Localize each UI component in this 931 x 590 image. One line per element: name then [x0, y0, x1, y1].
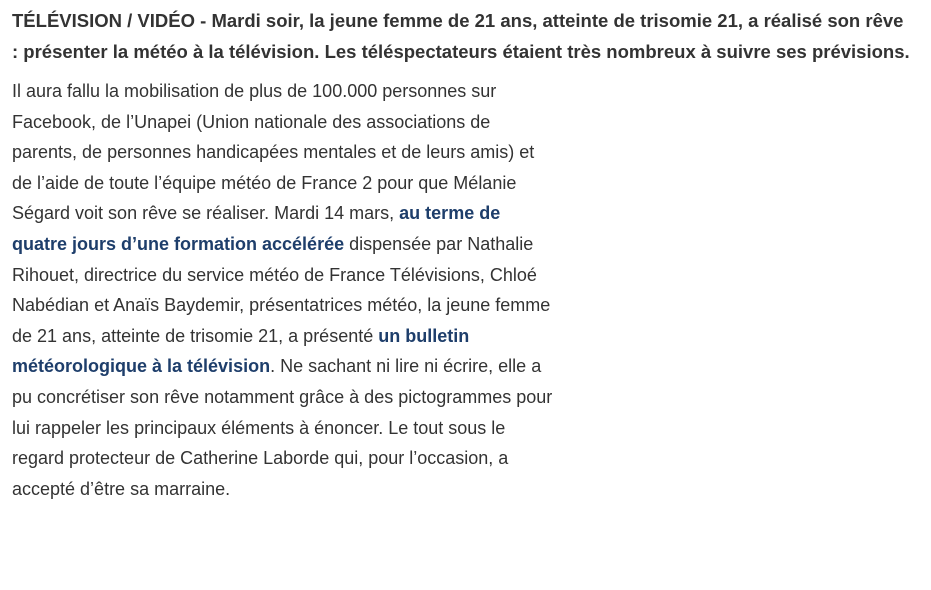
article-body [12, 6, 917, 504]
lead-separator: - [194, 10, 212, 31]
weather-bulletin-link[interactable]: un bulletin météorologique à la télévision [12, 325, 470, 377]
lead-text: Mardi soir, la jeune femme de 21 ans, atteinte de trisomie 21, a réalisé son rêve : présenter la météo à la télévision. Les téléspectateurs étaient très nombreux à suivre ses prévisions. [12, 10, 910, 62]
paragraph-text-part2: dispensée par Nathalie Rihouet, directrice du service météo de France Télévisions, Chloé Nabédian et Anaïs Baydemir, présentatrices météo, la jeune femme de 21 ans, atteinte de trisomie 21, a présenté [12, 233, 551, 346]
formation-link[interactable]: au terme de quatre jours d’une formation accélérée [12, 203, 501, 254]
article-paragraph [12, 76, 557, 504]
paragraph-text-part3: . Ne sachant ni lire ni écrire, elle a pu concrétiser son rêve notamment grâce à des pictogrammes pour lui rappeler les principaux éléments à énoncer. Le tout sous le regard protecteur de Catherine Laborde qui, pour l’occasion, a accepté d’être sa marraine. [12, 356, 553, 499]
article-lead [12, 6, 912, 67]
paragraph-text-part1: Il aura fallu la mobilisation de plus de 100.000 personnes sur Facebook, de l’Unapei (Union nationale des associations de parents, de personnes handicapées mentales et de leurs amis) et de l’aide de toute l’équipe météo de France 2 pour que Mélanie Ségard voit son rêve se réaliser. Mardi 14 mars, [12, 81, 535, 224]
lead-section-label: TÉLÉVISION / VIDÉO [12, 10, 195, 31]
